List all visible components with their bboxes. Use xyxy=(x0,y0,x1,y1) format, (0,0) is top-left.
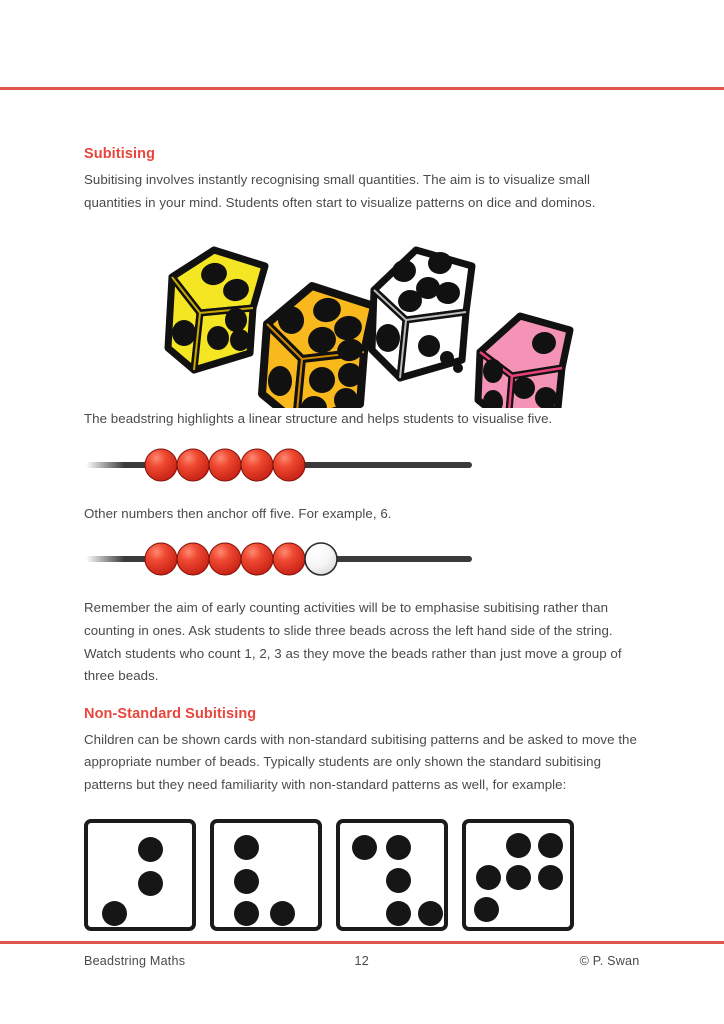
pattern-dot xyxy=(538,833,563,858)
pattern-dot xyxy=(386,868,411,893)
footer-book-title: Beadstring Maths xyxy=(84,954,186,968)
die-pink xyxy=(478,316,570,408)
beadstring-six xyxy=(84,539,640,579)
pattern-card-4 xyxy=(210,819,322,931)
die-white xyxy=(372,250,472,378)
remember-paragraph: Remember the aim of early counting activities will be to emphasise subitising rather than counting in ones. Ask students to slide three beads across the left hand side of the string. Watch students who count 1, 2, 3 as they move the beads rather than just move a group of three beads. xyxy=(84,600,622,684)
pattern-dot xyxy=(234,901,259,926)
page-title: Subitising xyxy=(84,146,156,162)
pattern-dot xyxy=(352,835,377,860)
non-standard-subitising-paragraph: Children can be shown cards with non-standard subitising patterns and be asked to move the appropriate number of beads. Typically students are only shown the standard subitising patterns but they need familiarity with non-standard patterns as well, for example: xyxy=(84,731,637,792)
subitising-paragraph: Subitising involves instantly recognising small quantities. The aim is to visualize small quantities in your mind. Students often start to visualize patterns on dice and dominos. xyxy=(84,172,596,210)
pattern-dot xyxy=(270,901,295,926)
pattern-card-row xyxy=(84,819,640,931)
pattern-dot xyxy=(138,871,163,896)
page-content xyxy=(84,146,640,931)
footer-page-number: 12 xyxy=(354,954,369,968)
beadstring-five xyxy=(84,445,640,485)
pattern-dot xyxy=(386,835,411,860)
bead-group xyxy=(145,543,337,575)
pattern-dot xyxy=(418,901,443,926)
pattern-card-5 xyxy=(336,819,448,931)
die-orange xyxy=(262,286,374,408)
bead-group xyxy=(145,449,305,481)
anchor-off-five-paragraph: Other numbers then anchor off five. For example, 6. xyxy=(84,505,392,521)
four-dice-illustration xyxy=(84,228,640,408)
pattern-dot xyxy=(476,865,501,890)
pattern-dot xyxy=(474,897,499,922)
pattern-card-3 xyxy=(84,819,196,931)
footer-rule xyxy=(0,941,724,944)
pattern-dot xyxy=(386,901,411,926)
pattern-dot xyxy=(234,869,259,894)
pattern-dot xyxy=(138,837,163,862)
beadstring-intro-paragraph: The beadstring highlights a linear structure and helps students to visualise five. xyxy=(84,411,553,427)
die-yellow xyxy=(168,250,265,370)
pattern-card-6 xyxy=(462,819,574,931)
page-footer xyxy=(84,954,640,968)
non-standard-subitising-heading: Non-Standard Subitising xyxy=(84,705,257,722)
pattern-dot xyxy=(538,865,563,890)
footer-copyright: © P. Swan xyxy=(579,954,640,968)
pattern-dot xyxy=(506,865,531,890)
pattern-dot xyxy=(234,835,259,860)
pattern-dot xyxy=(506,833,531,858)
pattern-dot xyxy=(102,901,127,926)
header-rule xyxy=(0,87,724,90)
